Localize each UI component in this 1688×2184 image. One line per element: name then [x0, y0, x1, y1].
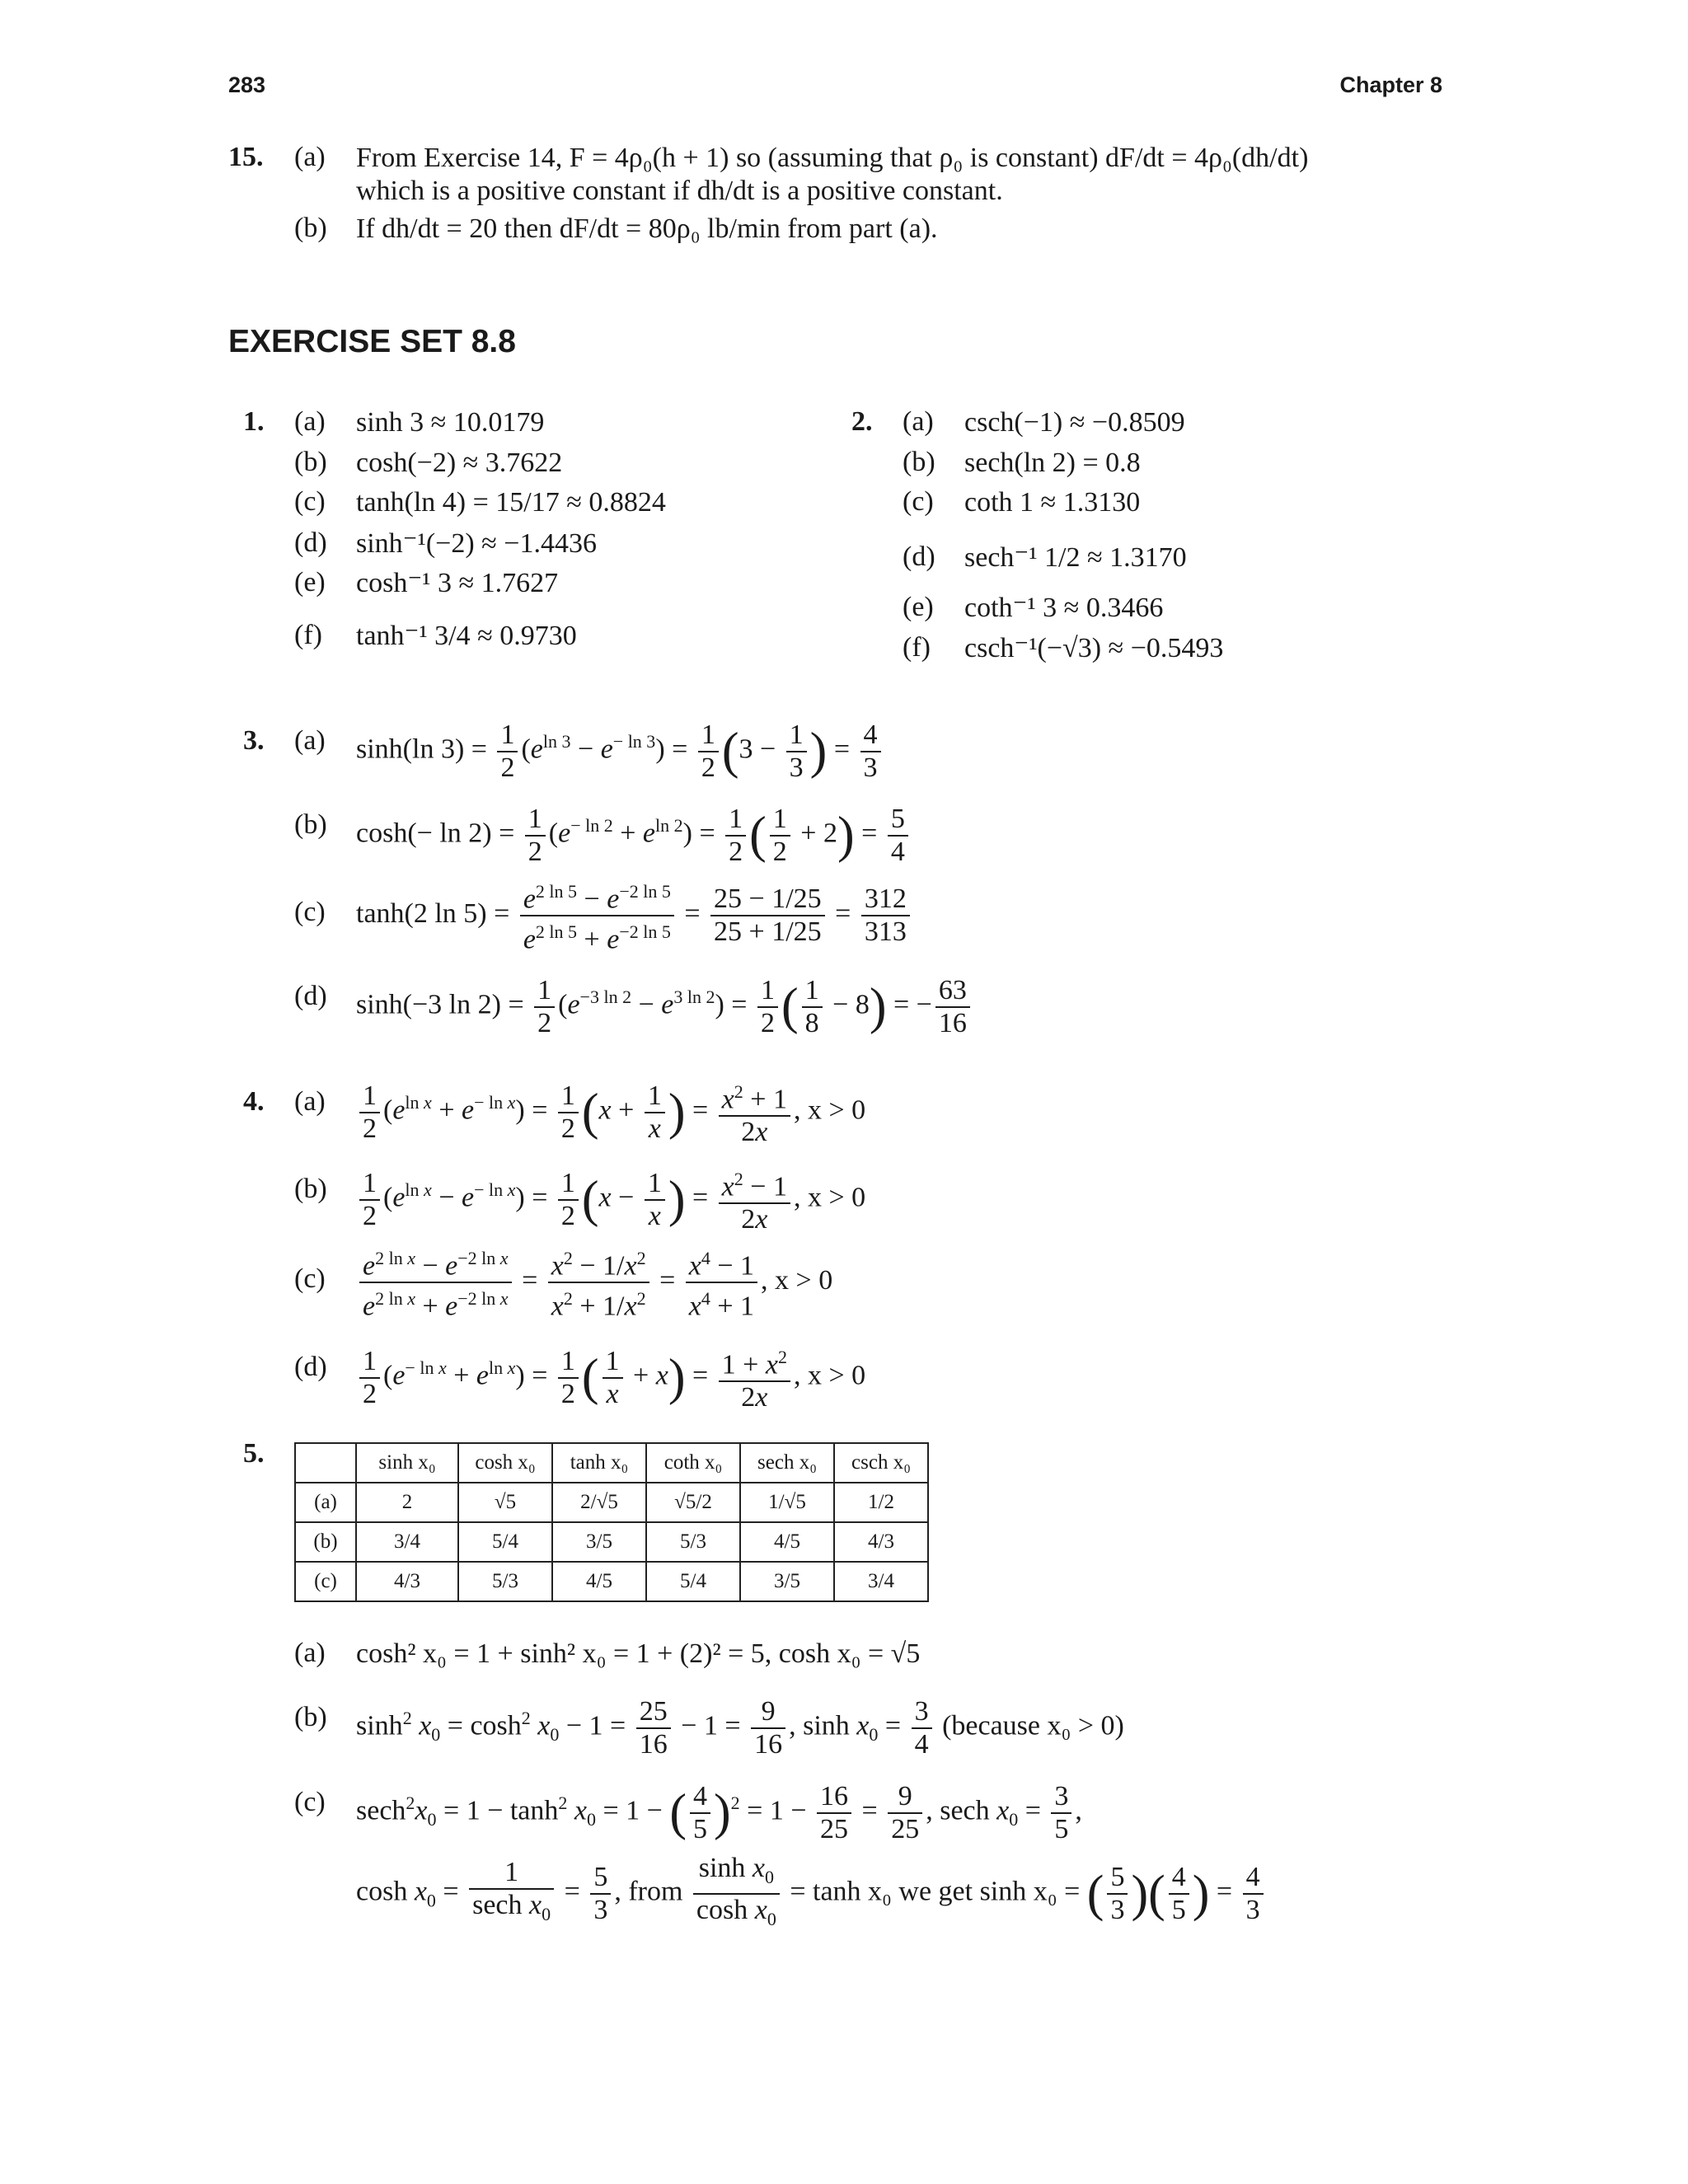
- row-label: (b): [295, 1522, 356, 1562]
- ex5c-continued-equation: $\cosh x_0$ = 1 sech $x_0$ = $\frac{5}{3}$ , from $\frac{\sinh x_0}{\cosh x_0}$ = tanh x₀ we get sinh x₀ = ( $\frac{5}{3}$ )( $\frac{4}{5}$ ) = $\frac{4}{3}$: [356, 1853, 1267, 1938]
- table-header: sinh x₀: [356, 1443, 458, 1483]
- ex5b-equation: $\sinh^2 x_0 = \cosh^2 x_0 - 1$ = $\frac{25}{16}$ − 1 = $\frac{9}{16}$ , $\sinh x_0$ = $\frac{3}{4}$ (because x₀ > 0): [356, 1695, 1124, 1760]
- ex4-label: (c): [294, 1263, 326, 1294]
- chapter-label: Chapter 8: [1339, 73, 1442, 97]
- exercise-4-number: 4.: [243, 1086, 265, 1117]
- condition-text: x > 0: [807, 1094, 866, 1126]
- table-cell: 3/4: [356, 1522, 458, 1562]
- table-cell: √5: [458, 1483, 552, 1522]
- ex2-label: (d): [903, 541, 935, 572]
- ex5c-mid-text: = tanh x₀ we get sinh x₀ =: [790, 1876, 1081, 1907]
- ex3b-equation: cosh(− ln 2) = $\frac{1}{2}$ $(e^{- ln 2} + e^{ln 2})$ = $\frac{1}{2}$ ( $\frac{1}{2}$ + 2) = $\frac{5}{4}$: [356, 789, 912, 873]
- table-header: cosh x₀: [458, 1443, 552, 1483]
- ex1-label: (d): [294, 527, 327, 558]
- ex3c-equation: tanh(2 ln 5) = $\frac{e^{2 ln 5} - e^{-2 ln 5}}{e^{2 ln 5} + e^{-2 ln 5}}$ = $\frac{25 - 1/25}{25 + 1/25}$ = $\frac{312}{313}$: [356, 876, 913, 956]
- ex2-item: coth 1 ≈ 1.3130: [964, 487, 1141, 518]
- table-cell: 4/3: [834, 1522, 928, 1562]
- table-header: tanh x₀: [552, 1443, 646, 1483]
- ex1-label: (c): [294, 486, 326, 517]
- ex2-label: (b): [903, 447, 935, 477]
- ex2-label: (a): [903, 406, 934, 437]
- ex5c-from: from: [628, 1876, 683, 1907]
- ex2-item: csch(−1) ≈ −0.8509: [964, 407, 1185, 438]
- table-cell: 5/3: [646, 1522, 740, 1562]
- table-cell: 3/4: [834, 1562, 928, 1601]
- ex2-label: (e): [903, 592, 934, 622]
- exercise-3-number: 3.: [243, 725, 265, 756]
- table-cell: 2: [356, 1483, 458, 1522]
- table-header: csch x₀: [834, 1443, 928, 1483]
- page-number: 283: [228, 73, 266, 97]
- exercise-15a-line2: which is a positive constant if dh/dt is a positive constant.: [356, 176, 1003, 206]
- table-cell: 3/5: [552, 1522, 646, 1562]
- ex1-item: tanh⁻¹ 3/4 ≈ 0.9730: [356, 621, 577, 651]
- table-cell: 5/4: [458, 1522, 552, 1562]
- exercise-15a-line1: From Exercise 14, F = 4ρ₀(h + 1) so (assuming that ρ₀ is constant) dF/dt = 4ρ₀(dh/dt): [356, 143, 1309, 173]
- exercise-15b-line: If dh/dt = 20 then dF/dt = 80ρ₀ lb/min from part (a).: [356, 213, 938, 244]
- table-header: sech x₀: [740, 1443, 834, 1483]
- ex1-label: (e): [294, 567, 326, 598]
- exercise-15b-label: (b): [294, 213, 327, 243]
- ex2-item: sech(ln 2) = 0.8: [964, 448, 1141, 478]
- ex3-label: (a): [294, 725, 326, 756]
- ex1-label: (b): [294, 447, 327, 477]
- ex1-item: cosh(−2) ≈ 3.7622: [356, 448, 563, 478]
- table-cell: 4/5: [740, 1522, 834, 1562]
- ex5c-equation: $\sec h^2x_0 = 1 - \tanh^2 x_0 = 1$ − ( $\frac{4}{5}$ )$^2$ = 1 − $\frac{16}{25}$ = $\frac{9}{25}$ , sech $x_0$ = $\frac{3}{5}$ ,: [356, 1780, 1082, 1844]
- table-header-row: [295, 1443, 928, 1483]
- table-cell: 1/√5: [740, 1483, 834, 1522]
- condition-text: x > 0: [807, 1360, 866, 1391]
- exercise-5-number: 5.: [243, 1438, 265, 1469]
- ex2-label: (f): [903, 632, 931, 663]
- table-row: [295, 1522, 928, 1562]
- table-row: [295, 1483, 928, 1522]
- row-label: (c): [295, 1562, 356, 1601]
- table-cell: 5/3: [458, 1562, 552, 1601]
- table-corner-cell: [295, 1443, 356, 1483]
- table-cell: √5/2: [646, 1483, 740, 1522]
- table-cell: 5/4: [646, 1562, 740, 1601]
- ex3-label: (d): [294, 981, 327, 1011]
- ex1-label: (a): [294, 406, 326, 437]
- ex1-item: sinh 3 ≈ 10.0179: [356, 407, 545, 438]
- ex2-item: sech⁻¹ 1/2 ≈ 1.3170: [964, 542, 1187, 573]
- ex4-label: (a): [294, 1086, 326, 1117]
- ex2-item: coth⁻¹ 3 ≈ 0.3466: [964, 593, 1164, 623]
- ex4a-equation: $\frac{1}{2}$ $(e^{ln x} + e^{- ln x})$ = $\frac{1}{2}$ (x + $\frac{1}{x}$ ) = $\frac{x^2 + 1}{2x}$ , x > 0: [356, 1066, 865, 1150]
- ex3d-equation: sinh(−3 ln 2) = $\frac{1}{2}$ $(e^{-3 ln 2} - e^{3 ln 2})$ = $\frac{1}{2}$ ( $\frac{1}{8}$ − 8) = − $\frac{63}{16}$: [356, 960, 973, 1044]
- exercise-15-number: 15.: [228, 142, 264, 172]
- ex3-label: (b): [294, 809, 327, 840]
- exercise-1-number: 1.: [243, 406, 265, 437]
- table-cell: 4/3: [356, 1562, 458, 1601]
- ex1-item: cosh⁻¹ 3 ≈ 1.7627: [356, 568, 559, 598]
- table-cell: 4/5: [552, 1562, 646, 1601]
- table-cell: 1/2: [834, 1483, 928, 1522]
- ex4-label: (b): [294, 1174, 327, 1204]
- ex4-label: (d): [294, 1352, 327, 1382]
- row-label: (a): [295, 1483, 356, 1522]
- ex4b-equation: $\frac{1}{2}$ $(e^{ln x} - e^{- ln x})$ = $\frac{1}{2}$ (x − $\frac{1}{x}$ ) = $\frac{x^2 - 1}{2x}$ , x > 0: [356, 1153, 865, 1237]
- ex5-label: (a): [294, 1638, 326, 1668]
- ex3-label: (c): [294, 897, 326, 927]
- table-header: coth x₀: [646, 1443, 740, 1483]
- exercise-2-number: 2.: [851, 406, 873, 437]
- condition-text: x > 0: [775, 1265, 833, 1296]
- ex5-label: (b): [294, 1702, 327, 1732]
- hyperbolic-values-table: [294, 1442, 929, 1602]
- ex2-label: (c): [903, 486, 934, 517]
- table-cell: 3/5: [740, 1562, 834, 1601]
- ex1-item: sinh⁻¹(−2) ≈ −1.4436: [356, 528, 597, 559]
- table-row: [295, 1562, 928, 1601]
- section-title: EXERCISE SET 8.8: [228, 324, 516, 359]
- ex4c-equation: $\frac{e^{2 ln x} - e^{-2 ln x}}{e^{2 ln x} + e^{-2 ln x}}$ = $\frac{x^2 - 1/x^2}{x^2 + 1/x^2}$ = $\frac{x^4 - 1}{x^4 + 1}$ , x > 0: [356, 1243, 832, 1323]
- table-cell: 2/√5: [552, 1483, 646, 1522]
- condition-text: x > 0: [807, 1182, 866, 1213]
- ex1-label: (f): [294, 620, 322, 650]
- ex3a-equation: sinh(ln 3) = $\frac{1}{2}$ $(e^{ln 3} - e^{- ln 3})$ = $\frac{1}{2}$ (3 − $\frac{1}{3}$ ) = $\frac{4}{3}$: [356, 705, 884, 789]
- exercise-15a-label: (a): [294, 142, 326, 172]
- ex1-item: tanh(ln 4) = 15/17 ≈ 0.8824: [356, 487, 666, 518]
- ex2-item: csch⁻¹(−√3) ≈ −0.5493: [964, 633, 1224, 663]
- ex4d-equation: $\frac{1}{2}$ $(e^{- ln x} + e^{ln x})$ = $\frac{1}{2}$ ( $\frac{1}{x}$ + x) = $\frac{1 + x^2}{2x}$ , x > 0: [356, 1331, 865, 1415]
- ex5a-text: cosh² x₀ = 1 + sinh² x₀ = 1 + (2)² = 5, cosh x₀ = √5: [356, 1638, 921, 1669]
- ex5-label: (c): [294, 1787, 326, 1817]
- ex5b-note: (because x₀ > 0): [942, 1710, 1124, 1741]
